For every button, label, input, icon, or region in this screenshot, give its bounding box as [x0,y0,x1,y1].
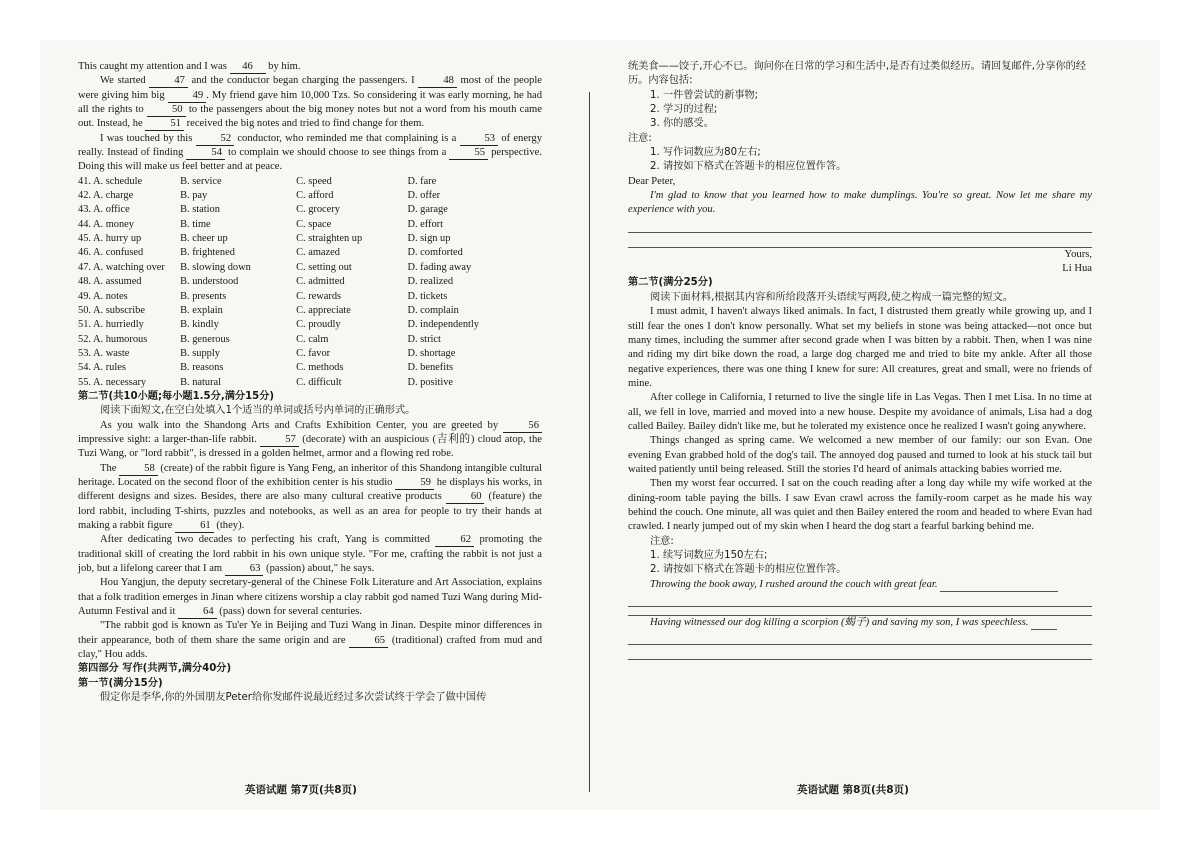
option-cell: B. slowing down [180,261,251,273]
option-cell: D. positive [407,376,454,388]
blank-54[interactable]: 54 [186,147,225,160]
option-row [78,261,542,275]
option-cell: 42. A. charge [78,190,134,202]
answer-line[interactable] [628,645,1092,660]
answer-line[interactable] [628,607,1092,616]
part-four-heading: 第四部分 写作(共两节,满分40分) [78,663,232,675]
option-cell: 43. A. office [78,204,130,216]
option-cell: C. admitted [296,276,345,288]
option-cell: C. straighten up [296,233,363,245]
option-cell: D. realized [407,276,454,288]
writing-prompt: 假定你是李华,你的外国朋友Peter给你发邮件说最近经过多次尝试终于学会了做中国传 [100,692,487,704]
blank-46[interactable]: 46 [230,61,266,74]
letter-opening: I'm glad to know that you learned how to make dumplings. You're so great. Now let me share my experience with you. [628,190,1092,216]
option-row [78,175,542,189]
option-row [78,232,542,246]
option-cell: C. setting out [296,261,352,273]
option-cell: C. appreciate [296,304,351,316]
option-row [78,218,542,232]
option-cell: D. shortage [407,347,456,359]
blank-48[interactable]: 48 [418,75,457,88]
option-row [78,246,542,260]
option-cell: D. benefits [407,362,454,374]
option-cell: B. explain [180,304,223,316]
page-8 [628,60,1092,660]
content-point-3: 3. 你的感受。 [650,118,714,130]
cloze-paragraph-3: I was touched by this 52 conductor, who reminded me that complaining is a 53 of energy really. Instead of finding 54 to complain we should choose to see things from a 55 perspective. Doing this will make us feel better and at peace. [78,132,542,173]
option-cell: 54. A. rules [78,362,126,374]
option-cell: B. time [180,218,211,230]
cloze-paragraph-1: This caught my attention and I was 46 by him. [78,61,301,72]
page-divider [589,92,590,792]
option-cell: 47. A. watching over [78,261,165,273]
blank-50[interactable]: 50 [147,104,186,117]
option-cell: C. methods [296,362,344,374]
section-heading-grammar: 第二节(共10小题;每小题1.5分,满分15分) [78,390,275,402]
letter-signature: Li Hua [1062,263,1092,275]
option-cell: B. understood [180,276,239,288]
blank-51[interactable]: 51 [145,118,184,131]
option-row [78,203,542,217]
writing-prompt-continued: 统美食——饺子,开心不已。询问你在日常的学习和生活中,是否有过类似经历。请回复邮件,分享你的经历。内容包括: [628,61,1086,87]
page-footer-left: 英语试题 第7页(共8页) [245,784,357,796]
option-cell: C. afford [296,190,334,202]
grammar-paragraph-5: "The rabbit god is known as Tu'er Ye in Beijing and Tuzi Wang in Jinan. Despite minor differences in their appearance, both of them share the same origin and are 65 (traditional) crafted from mud and clay," Hou adds. [78,620,542,661]
answer-line[interactable] [628,218,1092,233]
note2-1: 1. 续写词数应为150左右; [650,550,768,561]
page-footer-right: 英语试题 第8页(共8页) [797,784,909,796]
option-cell: B. station [180,204,220,216]
option-cell: D. comforted [407,247,463,259]
option-cell: 53. A. waste [78,347,130,359]
blank-60[interactable]: 60 [446,491,485,504]
letter-greeting: Dear Peter, [628,175,676,187]
option-cell: D. independently [407,319,479,331]
option-cell: B. frightened [180,247,235,259]
option-cell: 50. A. subscribe [78,304,145,316]
blank-55[interactable]: 55 [449,147,488,160]
option-cell: 49. A. notes [78,290,128,302]
continuation-instructions: 阅读下面材料,根据其内容和所给段落开头语续写两段,使之构成一篇完整的短文。 [650,291,1014,303]
section-one-heading: 第一节(满分15分) [78,677,163,689]
option-cell: 48. A. assumed [78,276,142,288]
notes2-heading: 注意: [650,535,674,547]
blank-57[interactable]: 57 [260,434,299,447]
option-cell: B. reasons [180,362,224,374]
option-row [78,347,542,361]
option-cell: C. rewards [296,290,342,302]
note-1: 1. 写作词数应为80左右; [650,147,761,159]
option-cell: C. speed [296,175,332,187]
option-cell: C. space [296,218,332,230]
option-cell: 41. A. schedule [78,175,143,187]
option-cell: D. strict [407,333,441,345]
option-cell: B. generous [180,333,230,345]
option-cell: D. tickets [407,290,448,302]
option-row [78,333,542,347]
page-7 [78,60,542,705]
option-cell: D. sign up [407,233,451,245]
grammar-paragraph-3: After dedicating two decades to perfecting his craft, Yang is committed 62 promoting the traditional skill of creating the lord rabbit in his own unique style. "For me, crafting the rabbit is not just a job, but a lifelong career that I am 63 (passion) about," he says. [78,534,542,575]
option-cell: 51. A. hurriedly [78,319,144,331]
blank-64[interactable]: 64 [178,606,217,619]
letter-closing: Yours, [1064,248,1092,260]
option-row [78,304,542,318]
content-point-1: 1. 一件曾尝试的新事物; [650,89,759,101]
section-two-heading: 第二节(满分25分) [628,277,713,289]
option-cell: C. amazed [296,247,340,259]
option-row [78,376,542,390]
blank-65[interactable]: 65 [349,635,388,648]
blank-53[interactable]: 53 [460,133,499,146]
option-cell: D. fare [407,175,437,187]
notes-heading: 注意: [628,132,652,144]
option-row [78,275,542,289]
grammar-instructions: 阅读下面短文,在空白处填入1个适当的单词或括号内单词的正确形式。 [100,405,416,417]
option-cell: B. kindly [180,319,219,331]
option-row [78,318,542,332]
option-cell: 46. A. confused [78,247,144,259]
answer-line[interactable] [628,592,1092,607]
blank-49[interactable]: 49 [168,90,207,103]
option-cell: B. cheer up [180,233,228,245]
blank-52[interactable]: 52 [196,133,235,146]
answer-line[interactable] [1031,617,1057,630]
option-cell: B. service [180,175,222,187]
blank-58[interactable]: 58 [119,463,158,476]
story-paragraph-1: I must admit, I haven't always liked animals. In fact, I distrusted them greatly while growing up, and I still fear the ones I don't know personally. What set my beliefs in stone was being attacked—not once but many times, including the summer after second grade when I was bitten by a rabbit. Then, when I was nine and riding my dirt bike down the road, a large dog charged me and tried to bite my ankle. After all those negative experiences, there was one thing I knew for sure: All creatures, great and small, were no friends of mine. [628,306,1092,389]
cloze-paragraph-2: We started 47 and the conductor began charging the passengers. I 48 most of the people were giving him big 49 . My friend gave him 10,000 Tzs. So considering it was early morning, he had all the rights to 50 to the passengers about the big money notes but not a word from his mouth came out. Instead, he 51 received the big notes and tried to find change for them. [78,75,542,130]
option-row [78,361,542,375]
option-cell: 45. A. hurry up [78,233,142,245]
option-cell: 44. A. money [78,218,134,230]
option-cell: B. natural [180,376,222,388]
note2-2: 2. 请按如下格式在答题卡的相应位置作答。 [650,564,847,576]
grammar-paragraph-1: As you walk into the Shandong Arts and Crafts Exhibition Center, you are greeted by 56 impressive sight: a larger-than-life rabbit. 57 (decorate) with an auspicious (吉利的) cloud atop, the Tuzi Wang, or "lord rabbit", is dressed in a golden helmet, armor and a flowing red robe. [78,419,542,460]
blank-47[interactable]: 47 [149,75,188,88]
option-cell: C. proudly [296,319,341,331]
grammar-paragraph-4: Hou Yangjun, the deputy secretary-general of the Chinese Folk Literature and Art Association, explains that a folk tradition emerges in Jinan where citizens worship a clay rabbit god named Tuzi Wang during Mid-Autumn Festival and it 64 (pass) down for several centuries. [78,577,542,618]
blank-61[interactable]: 61 [175,520,214,533]
option-cell: D. fading away [407,261,472,273]
story-paragraph-2: After college in California, I returned to live the single life in Las Vegas. Then I met Lisa. In no time at all, we fell in love, married and moved into a new house. Despite my avoidance of animals, Lisa had a dog called Bailey. Bailey didn't like me, but he tolerated my existence once he realized I wasn't going anywhere. [628,392,1092,432]
option-cell: 55. A. necessary [78,376,147,388]
answer-line[interactable] [940,579,1058,592]
option-cell: B. presents [180,290,227,302]
continuation-opening-1: Throwing the book away, I rushed around the couch with great fear. [628,578,1092,592]
blank-62[interactable]: 62 [435,534,474,547]
answer-line[interactable] [628,630,1092,645]
option-cell: D. complain [407,304,459,316]
answer-line[interactable] [628,233,1092,248]
option-cell: D. effort [407,218,444,230]
option-cell: B. pay [180,190,208,202]
option-cell: D. garage [407,204,448,216]
story-paragraph-4: Then my worst fear occurred. I sat on the couch reading after a long day while my wife worked at the dining-room table paying the bills. I saw Evan crawl across the family-room carpet as he made his way behind the couch. One minute, all was quiet and then Bailey entered the room and headed to where Evan had crawled. I nearly jumped out of my skin when I heard the dog start a fearful barking behind me. [628,478,1092,533]
blank-63[interactable]: 63 [225,563,264,576]
option-row [78,290,542,304]
grammar-paragraph-2: The 58 (create) of the rabbit figure is Yang Feng, an inheritor of this Shandong intangible cultural heritage. Located on the second floor of the exhibition center is his studio 59 he displays his works, in different designs and sizes. Besides, there are also many cultural creative products 60 (feature) the lord rabbit, including T-shirts, puzzles and notebooks, as well as an area for people to try their hands at making a rabbit figure 61 (they). [78,462,542,531]
story-paragraph-3: Things changed as spring came. We welcomed a new member of our family: our son Evan. One evening Evan grabbed hold of the dog's tail. The annoyed dog paused and turned to look at his stuck tail but waited patiently until being released. Still the stories I'd heard of animals attacking babies worried me. [628,435,1092,475]
option-cell: 52. A. humorous [78,333,148,345]
continuation-opening-2: Having witnessed our dog killing a scorpion (蝎子) and saving my son, I was speechless. [628,616,1092,630]
option-cell: C. grocery [296,204,340,216]
content-point-2: 2. 学习的过程; [650,104,718,116]
option-cell: C. difficult [296,376,342,388]
option-cell: B. supply [180,347,220,359]
option-cell: C. favor [296,347,331,359]
option-cell: D. offer [407,190,441,202]
option-row [78,189,542,203]
blank-59[interactable]: 59 [395,477,434,490]
blank-56[interactable]: 56 [503,420,542,433]
option-cell: C. calm [296,333,329,345]
cloze-options-table [78,175,542,390]
note-2: 2. 请按如下格式在答题卡的相应位置作答。 [650,161,847,173]
